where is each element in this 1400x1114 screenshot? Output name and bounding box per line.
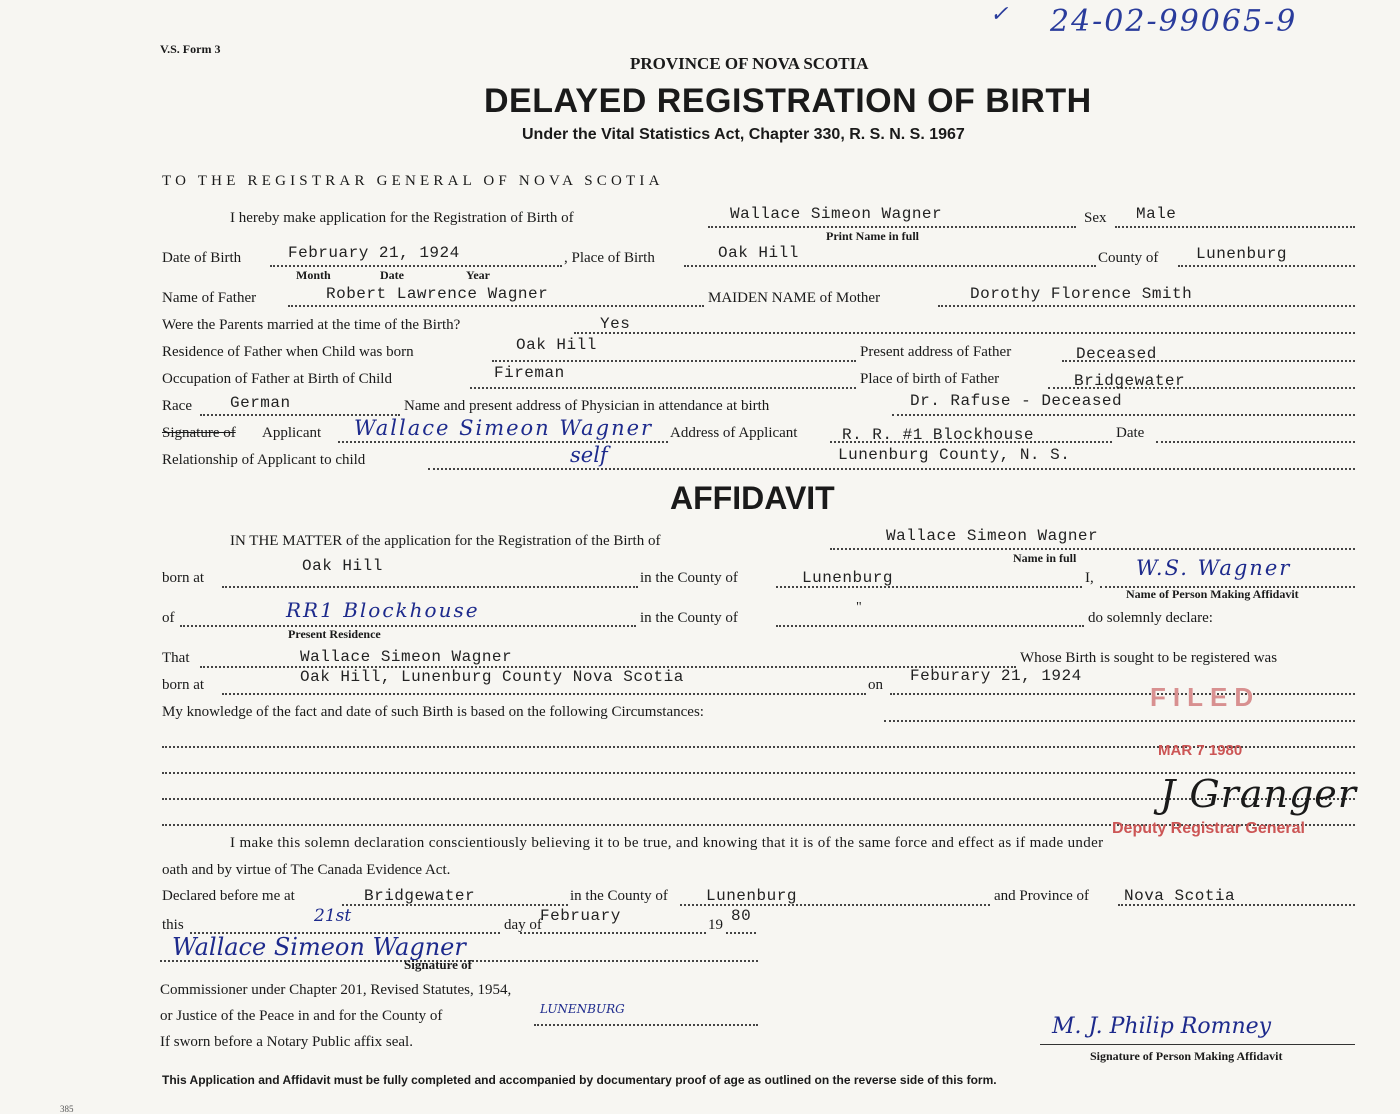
of-label: of — [162, 610, 175, 626]
applicant-address-line2: Lunenburg County, N. S. — [838, 446, 1071, 464]
applicant-label: Applicant — [262, 425, 322, 441]
sex-value: Male — [1136, 205, 1177, 223]
affiant-hint: Name of Person Making Affidavit — [1126, 587, 1299, 601]
born-at2-label: born at — [162, 677, 205, 693]
date-label: Date — [1116, 425, 1145, 441]
sex-label: Sex — [1084, 210, 1107, 226]
declared-at-value: Bridgewater — [364, 887, 476, 905]
filed-date-stamp: MAR 7 1980 — [1158, 742, 1243, 759]
affidavit-name-hint: Name in full — [1013, 551, 1077, 565]
affiant-name: W.S. Wagner — [1136, 556, 1292, 580]
affiant-signature-label: Signature of Person Making Affidavit — [1090, 1049, 1283, 1063]
document-title: DELAYED REGISTRATION OF BIRTH — [484, 82, 1092, 120]
month-value: February — [540, 907, 621, 925]
matter-label: IN THE MATTER of the application for the Registration of the Birth of — [230, 533, 661, 549]
on-label: on — [868, 677, 883, 693]
residence-hint: Present Residence — [288, 627, 381, 641]
race-label: Race — [162, 398, 192, 414]
applicant-address-label: Address of Applicant — [670, 425, 798, 441]
affiant-residence: RR1 Blockhouse — [286, 598, 480, 622]
declared-county-label: in the County of — [570, 888, 668, 904]
commissioner-line-2: or Justice of the Peace in and for the County of — [160, 1008, 443, 1024]
year-value: 80 — [731, 907, 752, 925]
married-label: Were the Parents married at the time of the Birth? — [162, 317, 461, 333]
mother-name: Dorothy Florence Smith — [970, 285, 1193, 303]
footer-note: This Application and Affidavit must be fully completed and accompanied by documentary proof of age as outlined on the reverse side of this form. — [162, 1073, 997, 1087]
county-label: County of — [1098, 250, 1159, 266]
commissioner-line-1: Commissioner under Chapter 201, Revised Statutes, 1954, — [160, 982, 512, 998]
apply-label: I hereby make application for the Registration of Birth of — [230, 210, 574, 226]
father-pob-value: Bridgewater — [1074, 372, 1186, 390]
father-label: Name of Father — [162, 290, 257, 306]
dob-hint-month: Month — [296, 268, 331, 282]
whose-label: Whose Birth is sought to be registered was — [1020, 650, 1278, 666]
mother-label: MAIDEN NAME of Mother — [708, 290, 881, 306]
aff-county2-label: in the County of — [640, 610, 738, 626]
residence-value: Oak Hill — [516, 336, 597, 354]
father-name: Robert Lawrence Wagner — [326, 285, 549, 303]
knowledge-label: My knowledge of the fact and date of such Birth is based on the following Circumstances: — [162, 704, 704, 720]
registrar-signature: J Granger — [1160, 772, 1357, 816]
day-value: 21st — [314, 906, 352, 926]
pob-value: Oak Hill — [718, 244, 799, 262]
declared-label: Declared before me at — [162, 888, 295, 904]
dob-label: Date of Birth — [162, 250, 242, 266]
file-number: 24-02-99065-9 — [1050, 4, 1298, 39]
commissioner-signature: Wallace Simeon Wagner — [172, 933, 466, 961]
form-number: V.S. Form 3 — [160, 42, 221, 56]
filed-stamp: FILED — [1150, 682, 1261, 712]
born-at-label: born at — [162, 570, 205, 586]
present-address-label: Present address of Father — [860, 344, 1012, 360]
solemn-line-1: I make this solemn declaration conscientiously believing it to be true, and knowing that it is of the same force and effect as if made under — [230, 835, 1104, 851]
day-of-label: day of — [504, 917, 542, 933]
father-pob-label: Place of birth of Father — [860, 371, 1000, 387]
year-prefix: 19 — [708, 917, 723, 933]
applicant-address-value: R. R. #1 Blockhouse — [842, 426, 1034, 444]
child-name: Wallace Simeon Wagner — [730, 205, 943, 223]
physician-label: Name and present address of Physician in attendance at birth — [404, 398, 770, 414]
signature-struck-label: Signature of — [162, 425, 236, 441]
dob-hint-year: Year — [466, 268, 490, 282]
born-date: Feburary 21, 1924 — [910, 667, 1082, 685]
province-label: and Province of — [994, 888, 1089, 904]
commissioner-county: LUNENBURG — [540, 1002, 625, 1016]
check-mark: ✓ — [990, 2, 1009, 27]
document-subtitle: Under the Vital Statistics Act, Chapter 330, R. S. N. S. 1967 — [522, 126, 965, 143]
province-value: Nova Scotia — [1124, 887, 1236, 905]
signature-of-label: Signature of — [404, 957, 473, 972]
dob-hint-date: Date — [380, 268, 404, 282]
present-address-value: Deceased — [1076, 345, 1157, 363]
that-name: Wallace Simeon Wagner — [300, 648, 513, 666]
applicant-signature: Wallace Simeon Wagner — [354, 416, 654, 440]
name-hint: Print Name in full — [826, 229, 919, 243]
county-value: Lunenburg — [1196, 245, 1287, 263]
pob-label: , Place of Birth — [564, 250, 655, 266]
born-at-value: Oak Hill — [302, 557, 383, 575]
aff-county-value: Lunenburg — [802, 569, 893, 587]
notary-line: If sworn before a Notary Public affix seal. — [160, 1034, 413, 1050]
corner-code: 385 — [60, 1104, 74, 1114]
relationship-value: self — [570, 443, 608, 467]
residence-label: Residence of Father when Child was born — [162, 344, 414, 360]
affidavit-child-name: Wallace Simeon Wagner — [886, 527, 1099, 545]
registrar-title-stamp: Deputy Registrar General — [1112, 820, 1305, 837]
relationship-label: Relationship of Applicant to child — [162, 452, 366, 468]
physician-value: Dr. Rafuse - Deceased — [910, 392, 1123, 410]
born-place: Oak Hill, Lunenburg County Nova Scotia — [300, 668, 684, 686]
solemn-line-2: oath and by virtue of The Canada Evidence Act. — [162, 862, 451, 878]
this-label: this — [162, 917, 184, 933]
affiant-signature-2: M. J. Philip Romney — [1052, 1014, 1272, 1039]
married-value: Yes — [600, 315, 631, 333]
affidavit-heading: AFFIDAVIT — [670, 480, 835, 516]
that-label: That — [162, 650, 190, 666]
occupation-value: Fireman — [494, 364, 565, 382]
aff-county-label: in the County of — [640, 570, 738, 586]
occupation-label: Occupation of Father at Birth of Child — [162, 371, 392, 387]
registrar-address-line: TO THE REGISTRAR GENERAL OF NOVA SCOTIA — [162, 173, 664, 189]
declare-label: do solemnly declare: — [1088, 610, 1213, 626]
dob-value: February 21, 1924 — [288, 244, 460, 262]
aff-county2-value: " — [856, 600, 862, 615]
race-value: German — [230, 394, 291, 412]
province-heading: PROVINCE OF NOVA SCOTIA — [630, 54, 869, 73]
i-label: I, — [1085, 570, 1094, 586]
declared-county-value: Lunenburg — [706, 887, 797, 905]
